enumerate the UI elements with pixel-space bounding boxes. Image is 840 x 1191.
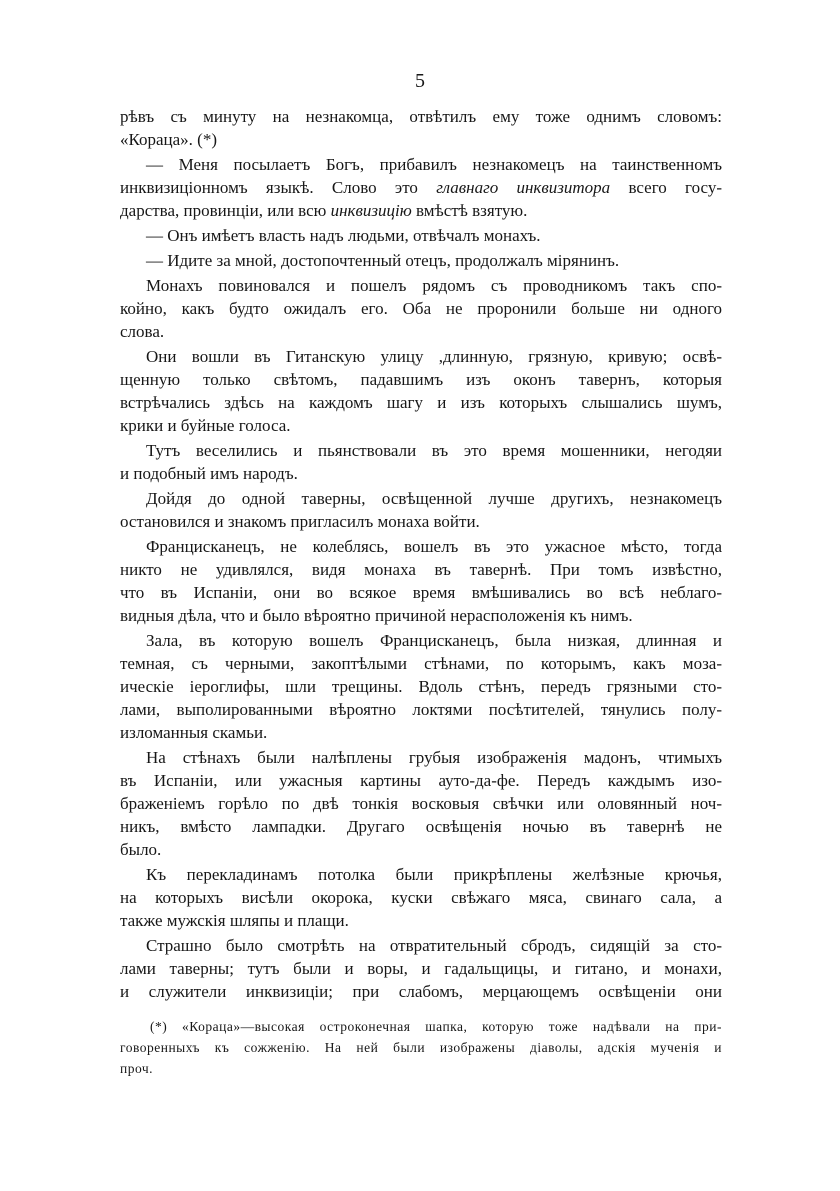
text-segment: «Кораца». (*) [120, 130, 218, 149]
text-line [120, 604, 722, 627]
text-segment: Зала, въ которую вошелъ Францисканецъ, была низкая, длинная и [146, 631, 722, 650]
text-segment: дарства, провинціи, или всю [120, 201, 331, 220]
text-line [120, 274, 722, 297]
text-line [120, 581, 722, 604]
text-line [120, 297, 722, 320]
text-line [120, 957, 722, 980]
text-line [120, 510, 722, 533]
text-line [120, 535, 722, 558]
text-segment: и подобный имъ народъ. [120, 464, 298, 483]
paragraph [120, 105, 722, 151]
text-line [120, 153, 722, 176]
text-segment: Монахъ повиновался и пошелъ рядомъ съ проводникомъ такъ спо- [146, 276, 722, 295]
text-segment: темная, съ черными, закоптѣлыми стѣнами, по которымъ, какъ моза- [120, 654, 722, 673]
text-segment: крики и буйные голоса. [120, 416, 291, 435]
text-line [120, 721, 722, 744]
text-segment: Они вошли въ Гитанскую улицу ,длинную, грязную, кривую; освѣ- [146, 347, 722, 366]
text-line [120, 746, 722, 769]
text-line [120, 414, 722, 437]
text-segment: никъ, вмѣсто лампадки. Другаго освѣщенія ночью въ тавернѣ не [120, 817, 722, 836]
footnote-line: проч. [120, 1061, 154, 1076]
text-segment: Тутъ веселились и пьянствовали въ это время мошенники, негодяи [146, 441, 722, 460]
text-segment: ическіе іероглифы, шли трещины. Вдоль стѣнъ, передъ грязными сто- [120, 677, 722, 696]
text-segment: было. [120, 840, 162, 859]
text-line [120, 934, 722, 957]
paragraph [120, 249, 722, 272]
footnote [120, 1016, 722, 1079]
text-segment: что въ Испаніи, они во всякое время вмѣшивались во всѣ неблаго- [120, 583, 722, 602]
italic-text: инквизицію [330, 201, 412, 220]
paragraph [120, 629, 722, 744]
text-segment: лами таверны; тутъ были и воры, и гадальщицы, и гитано, и монахи, [120, 959, 722, 978]
text-segment: изломанныя скамьи. [120, 723, 268, 742]
paragraph [120, 274, 722, 343]
text-segment: встрѣчались здѣсь на каждомъ шагу и изъ которыхъ слышались шумъ, [120, 393, 722, 412]
text-line [120, 792, 722, 815]
text-line [120, 368, 722, 391]
text-line [120, 863, 722, 886]
text-segment: инквизиціонномъ языкѣ. Слово это [120, 178, 437, 197]
text-segment: на которыхъ висѣли окорока, куски свѣжаго мяса, свинаго сала, а [120, 888, 722, 907]
text-line [120, 249, 722, 272]
text-line [120, 224, 722, 247]
text-line [120, 815, 722, 838]
text-segment: — Меня посылаетъ Богъ, прибавилъ незнакомецъ на таинственномъ [146, 155, 722, 174]
footnote-line: говоренныхъ къ сожженію. На ней были изображены діаволы, адскія мученія и [120, 1040, 722, 1055]
text-line [120, 176, 722, 199]
text-segment: видныя дѣла, что и было вѣроятно причиной нерасположенія къ нимъ. [120, 606, 633, 625]
text-line [120, 462, 722, 485]
text-segment: Страшно было смотрѣть на отвратительный сбродъ, сидящій за сто- [146, 936, 722, 955]
text-line [120, 652, 722, 675]
footnote-line: (*) «Кораца»—высокая остроконечная шапка, которую тоже надѣвали на при- [150, 1019, 722, 1034]
paragraph [120, 535, 722, 627]
text-line [120, 980, 722, 1003]
text-line [120, 391, 722, 414]
text-segment: лами, выполированными вѣроятно локтями посѣтителей, тянулись полу- [120, 700, 722, 719]
page-number: 5 [415, 70, 425, 92]
paragraph [120, 746, 722, 861]
text-line [120, 886, 722, 909]
text-line [120, 105, 722, 128]
text-line [120, 769, 722, 792]
paragraph [120, 439, 722, 485]
text-line [120, 629, 722, 652]
text-line [120, 558, 722, 581]
italic-text: главнаго инквизитора [436, 178, 611, 197]
text-segment: Францисканецъ, не колеблясь, вошелъ въ это ужасное мѣсто, тогда [146, 537, 722, 556]
text-segment: Къ перекладинамъ потолка были прикрѣплены желѣзные крючья, [146, 865, 722, 884]
text-line [120, 675, 722, 698]
text-segment: въ Испаніи, или ужасныя картины ауто-да-фе. Передъ каждымъ изо- [120, 771, 722, 790]
paragraph [120, 153, 722, 222]
text-segment: — Онъ имѣетъ власть надъ людьми, отвѣчалъ монахъ. [146, 226, 541, 245]
text-line [120, 128, 722, 151]
text-segment: койно, какъ будто ожидалъ его. Оба не проронили больше ни одного [120, 299, 722, 318]
text-segment: никто не удивлялся, видя монаха въ тавернѣ. При томъ извѣстно, [120, 560, 722, 579]
paragraph [120, 934, 722, 1003]
paragraph [120, 224, 722, 247]
text-segment: браженіемъ горѣло по двѣ тонкія восковыя свѣчки или оловянный ноч- [120, 794, 722, 813]
body-text [120, 105, 722, 1003]
text-line [120, 320, 722, 343]
paragraph [120, 863, 722, 932]
text-segment: слова. [120, 322, 165, 341]
text-line [120, 909, 722, 932]
text-segment: рѣвъ съ минуту на незнакомца, отвѣтилъ ему тоже однимъ словомъ: [120, 107, 722, 126]
paragraph [120, 345, 722, 437]
text-segment: вмѣстѣ взятую. [411, 201, 528, 220]
text-line [120, 199, 722, 222]
text-line [120, 838, 722, 861]
text-line [120, 439, 722, 462]
text-line [120, 487, 722, 510]
text-segment: остановился и знакомъ пригласилъ монаха войти. [120, 512, 480, 531]
text-line [120, 345, 722, 368]
text-segment: щенную только свѣтомъ, падавшимъ изъ оконъ тавернъ, которыя [120, 370, 722, 389]
text-segment: также мужскія шляпы и плащи. [120, 911, 349, 930]
text-line [120, 698, 722, 721]
text-segment: и служители инквизиціи; при слабомъ, мерцающемъ освѣщеніи они [120, 982, 722, 1001]
paragraph [120, 487, 722, 533]
text-segment: всего госу- [610, 178, 722, 197]
text-segment: На стѣнахъ были налѣплены грубыя изображенія мадонъ, чтимыхъ [146, 748, 722, 767]
text-segment: — Идите за мной, достопочтенный отецъ, продолжалъ мірянинъ. [146, 251, 620, 270]
text-segment: Дойдя до одной таверны, освѣщенной лучше другихъ, незнакомецъ [146, 489, 722, 508]
